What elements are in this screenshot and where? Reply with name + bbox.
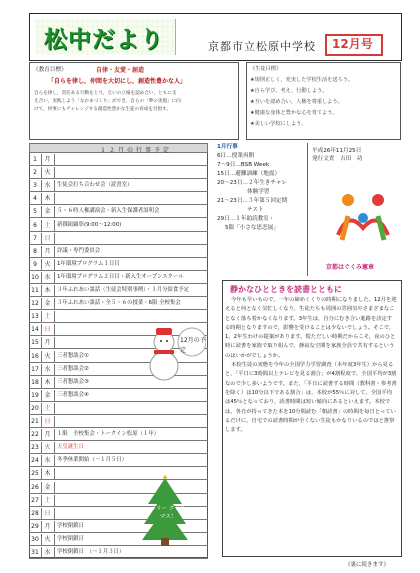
issue-label: 12月号	[332, 37, 373, 51]
student-goals-label: 《生徒目標》	[250, 66, 282, 72]
calendar-weekday: 金	[41, 482, 53, 494]
calendar-event: 冬季休業開始（〜１月５日）	[54, 455, 127, 467]
calendar-weekday: 水	[41, 364, 53, 376]
calendar-event: ３年ふれあい談話（生徒会特別事例）・１月分給食予定	[54, 285, 189, 297]
january-event-item: テスト	[247, 207, 264, 213]
article-paragraph: 今年も早いもので，一年の締めくくりの時期になりました。12月を迎えると何となく気忙しくなり，生徒たちも周囲の雰囲気やさまざまなことなく落ち着かなくなります。3年生は，自分にむき合い進路を決定する時期となりますので，影響を受けることは少ないでしょう。そこで，1，2年生わけの提案があります。慌ただしい時期だからこそ，夜のひと時に読書を家族で取り組んで，静寂な空間を家族全員で共有するというのはいかがでしょうか。	[225, 297, 397, 359]
calendar-row	[29, 192, 208, 205]
calendar-weekday: 日	[41, 416, 53, 428]
calendar-event: 評議・専門委員会	[54, 246, 100, 258]
calendar-row	[29, 402, 208, 415]
calendar-day: 18	[31, 378, 39, 386]
calendar-day: 24	[31, 457, 39, 465]
calendar-weekday: 月	[41, 429, 53, 441]
goals-motto: 「自らを律し，仲間を大切にし，創造性豊かな人」	[48, 78, 187, 85]
calendar-day: 14	[31, 326, 39, 334]
newsletter-title: 松中だより	[44, 27, 164, 53]
calendar-weekday: 月	[41, 154, 53, 166]
calendar-row	[29, 389, 208, 402]
calendar-event: 学校閉鎖日 （〜１月３日）	[54, 547, 124, 559]
calendar-day: 20	[31, 404, 39, 412]
calendar-event: 生徒会打ち合わせ会（読書室）	[54, 180, 132, 192]
calendar-day: 31	[31, 549, 39, 556]
calendar-weekday: 水	[41, 272, 53, 284]
calendar-event: ３年ふれあい談話・全５・６の授業・6限 全校集会	[54, 298, 181, 310]
january-event-item: 20〜23日…２年生きチャレ	[217, 180, 288, 186]
calendar-day: 21	[31, 418, 39, 425]
student-goal-item: ★規則正しく，充実した学校生活を送ろう。	[250, 77, 354, 83]
calendar-weekday: 金	[41, 390, 53, 402]
calendar-day: 26	[31, 483, 39, 491]
calendar-weekday: 火	[41, 442, 53, 454]
calendar-event: 三者懇談会③	[54, 377, 89, 389]
continue-note: 《裏に続きます》	[345, 562, 390, 568]
calendar-weekday: 日	[41, 233, 53, 245]
calendar-event: 1年環境プログラム１日目	[54, 259, 120, 271]
calendar-weekday: 木	[41, 377, 53, 389]
goals-line: 自らを律し，責任ある行動をとり，互いの立場を認め合い，ともに支	[34, 91, 177, 96]
goals-text	[34, 90, 236, 115]
calendar-row	[29, 153, 208, 166]
calendar-weekday: 火	[41, 534, 53, 546]
calendar-weekday: 日	[41, 324, 53, 336]
calendar-day: 15	[31, 339, 39, 347]
student-goal-item: ★自ら学び，考え，行動しよう。	[250, 88, 328, 94]
calendar-row	[29, 179, 208, 192]
calendar-day: 3	[33, 182, 37, 190]
calendar-day: 30	[31, 535, 39, 543]
calendar-event	[54, 416, 57, 428]
calendar-event: 学校閉鎖日	[54, 521, 84, 533]
hagukumi-logo	[328, 180, 398, 264]
calendar-day: 13	[31, 313, 39, 321]
calendar-row	[29, 284, 208, 297]
calendar-day: 1	[33, 156, 37, 163]
january-events	[217, 143, 310, 233]
calendar-weekday: 水	[41, 180, 53, 192]
calendar-bubble-text: 12月の予定	[180, 337, 206, 354]
calendar-event	[54, 508, 57, 520]
calendar-row	[29, 232, 208, 245]
january-event-item: 15日…避難訓練（地震）	[217, 171, 281, 177]
logo-caption: 京都はぐくみ憲章	[326, 264, 375, 271]
calendar-weekday: 木	[41, 468, 53, 480]
calendar-event: 三者懇談会④	[54, 390, 89, 402]
calendar-event: 三者懇談会②	[54, 364, 89, 376]
january-event-item: 21〜23日…３年第５回定期	[217, 198, 288, 204]
calendar-row	[29, 441, 208, 454]
publication-date: 平成26年11月25日	[312, 148, 362, 154]
calendar-event: １限 全校集会・トークイン松原（１年）	[54, 429, 159, 441]
calendar-row	[29, 205, 208, 218]
calendar-day: 10	[31, 273, 39, 281]
publisher-name: 発行文責 吉田 功	[312, 156, 363, 162]
calendar-row	[29, 166, 208, 179]
calendar-event: 1年環境プログラム２日目・新入生オープンスクール	[54, 272, 184, 284]
article-paragraph: 本校生徒の実態を今年の全国学力学習調査（本年度3年生）から見ると，「平日に3時間以上テレビを見る割合」が4割程度で，全国平均が3割なので少し多いようです。また，「平日に読書する時間（教科書・参考書を除く）は10分以下である割合」は，本校が55％に対して，全国平均は45％となっており，読書時間は短い傾向にあるといえます。本校では，各自が持ってきた本を10分間読む「朝読書」の時間を毎日とっているだけに，自宅での読書時間が全くない生徒もかなりいるのではと推察します。	[225, 362, 397, 434]
article-title: 静かなひとときを読書とともに	[230, 285, 342, 294]
calendar-row	[29, 297, 208, 310]
calendar-event	[54, 233, 57, 245]
calendar-event	[54, 495, 57, 507]
january-events-label: 1月行事	[217, 144, 238, 150]
calendar-day: 11	[31, 287, 39, 294]
calendar-row	[29, 546, 208, 559]
student-goals-list	[250, 64, 398, 130]
calendar-weekday: 土	[41, 403, 53, 415]
goals-line: けて，何事にもチャレンジする創造性豊かな生徒の育成を目指す。	[34, 107, 171, 113]
calendar-event	[54, 311, 57, 323]
student-goal-item: ★美しい学校にしよう。	[250, 121, 307, 127]
calendar-event: 学校閉鎖日	[54, 534, 84, 546]
calendar-header	[29, 143, 208, 153]
student-goal-item: ★健康な身体と豊かな心を育てよう。	[250, 110, 338, 116]
calendar-day: 29	[31, 522, 39, 530]
january-event-item: 7〜9日…BSB Week	[217, 162, 270, 168]
calendar-day: 19	[31, 391, 39, 399]
calendar-weekday: 土	[41, 495, 53, 507]
calendar-weekday: 日	[41, 508, 53, 520]
calendar-row	[29, 245, 208, 258]
calendar-day: 5	[33, 208, 37, 216]
article-body	[225, 296, 397, 435]
calendar-event: 新撰組顕彰(9:00〜12:00)	[54, 220, 121, 232]
january-event-item: 体験学習	[247, 189, 270, 195]
student-goal-item: ★互いを認め合い，人権を尊重しよう。	[250, 99, 343, 105]
calendar-row	[29, 219, 208, 232]
school-name: 京都市立松原中学校	[208, 40, 316, 53]
calendar-weekday: 月	[41, 246, 53, 258]
january-event-item: 29日…１年助読教室・	[217, 216, 275, 222]
calendar-event: 三者懇談会①	[54, 351, 89, 363]
tree-message: メリー クリスマス！	[150, 506, 186, 520]
calendar-row	[29, 271, 208, 284]
calendar-event	[54, 337, 57, 349]
calendar-weekday: 火	[41, 259, 53, 271]
calendar-weekday: 木	[41, 285, 53, 297]
publication-info	[312, 147, 362, 163]
calendar-event	[54, 167, 57, 179]
calendar-event	[54, 468, 57, 480]
calendar-day: 8	[33, 247, 37, 255]
calendar-weekday: 火	[41, 351, 53, 363]
calendar-weekday: 月	[41, 521, 53, 533]
calendar-weekday: 水	[41, 547, 53, 559]
january-event-item: 5限「小さな思恋展」	[225, 225, 279, 231]
calendar-row	[29, 454, 208, 467]
goals-line: え合い，実践しよう「なかまづくり」ができ，自らの「夢の実現」に向	[34, 99, 181, 105]
calendar-day: 17	[31, 365, 39, 373]
calendar-row	[29, 428, 208, 441]
calendar-day: 28	[31, 509, 39, 517]
goals-label: 《教育目標》	[33, 67, 67, 73]
calendar-weekday: 火	[41, 167, 53, 179]
calendar-event	[54, 154, 57, 166]
calendar-event	[54, 324, 57, 336]
calendar-weekday: 土	[41, 311, 53, 323]
calendar-day: 6	[33, 221, 37, 229]
january-event-item: 6日…授業再開	[217, 153, 255, 159]
calendar-weekday: 土	[41, 220, 53, 232]
calendar-day: 7	[33, 234, 37, 242]
calendar-weekday: 金	[41, 206, 53, 218]
calendar-day: 2	[33, 169, 37, 177]
calendar-day: 9	[33, 260, 37, 268]
calendar-day: 16	[31, 352, 39, 360]
calendar-day: 4	[33, 195, 37, 203]
calendar-day: 12	[31, 300, 39, 308]
calendar-title: １２月の行事予定	[100, 147, 173, 154]
calendar-day: 22	[31, 431, 39, 439]
calendar-weekday: 水	[41, 455, 53, 467]
calendar-weekday: 木	[41, 193, 53, 205]
calendar-day: 23	[31, 444, 39, 452]
calendar-day: 25	[31, 470, 39, 478]
calendar-day: 27	[31, 496, 39, 504]
calendar-event: 天皇誕生日	[54, 442, 84, 454]
calendar-event	[54, 403, 57, 415]
calendar-event	[54, 482, 57, 494]
calendar-weekday: 金	[41, 298, 53, 310]
calendar-event: ５・６時人権講演会・新入生保護者説明会	[54, 206, 159, 218]
calendar-row	[29, 258, 208, 271]
calendar-row	[29, 415, 208, 428]
calendar-weekday: 月	[41, 337, 53, 349]
goals-values: 自律・友愛・創造	[96, 67, 145, 74]
calendar-event	[54, 193, 57, 205]
